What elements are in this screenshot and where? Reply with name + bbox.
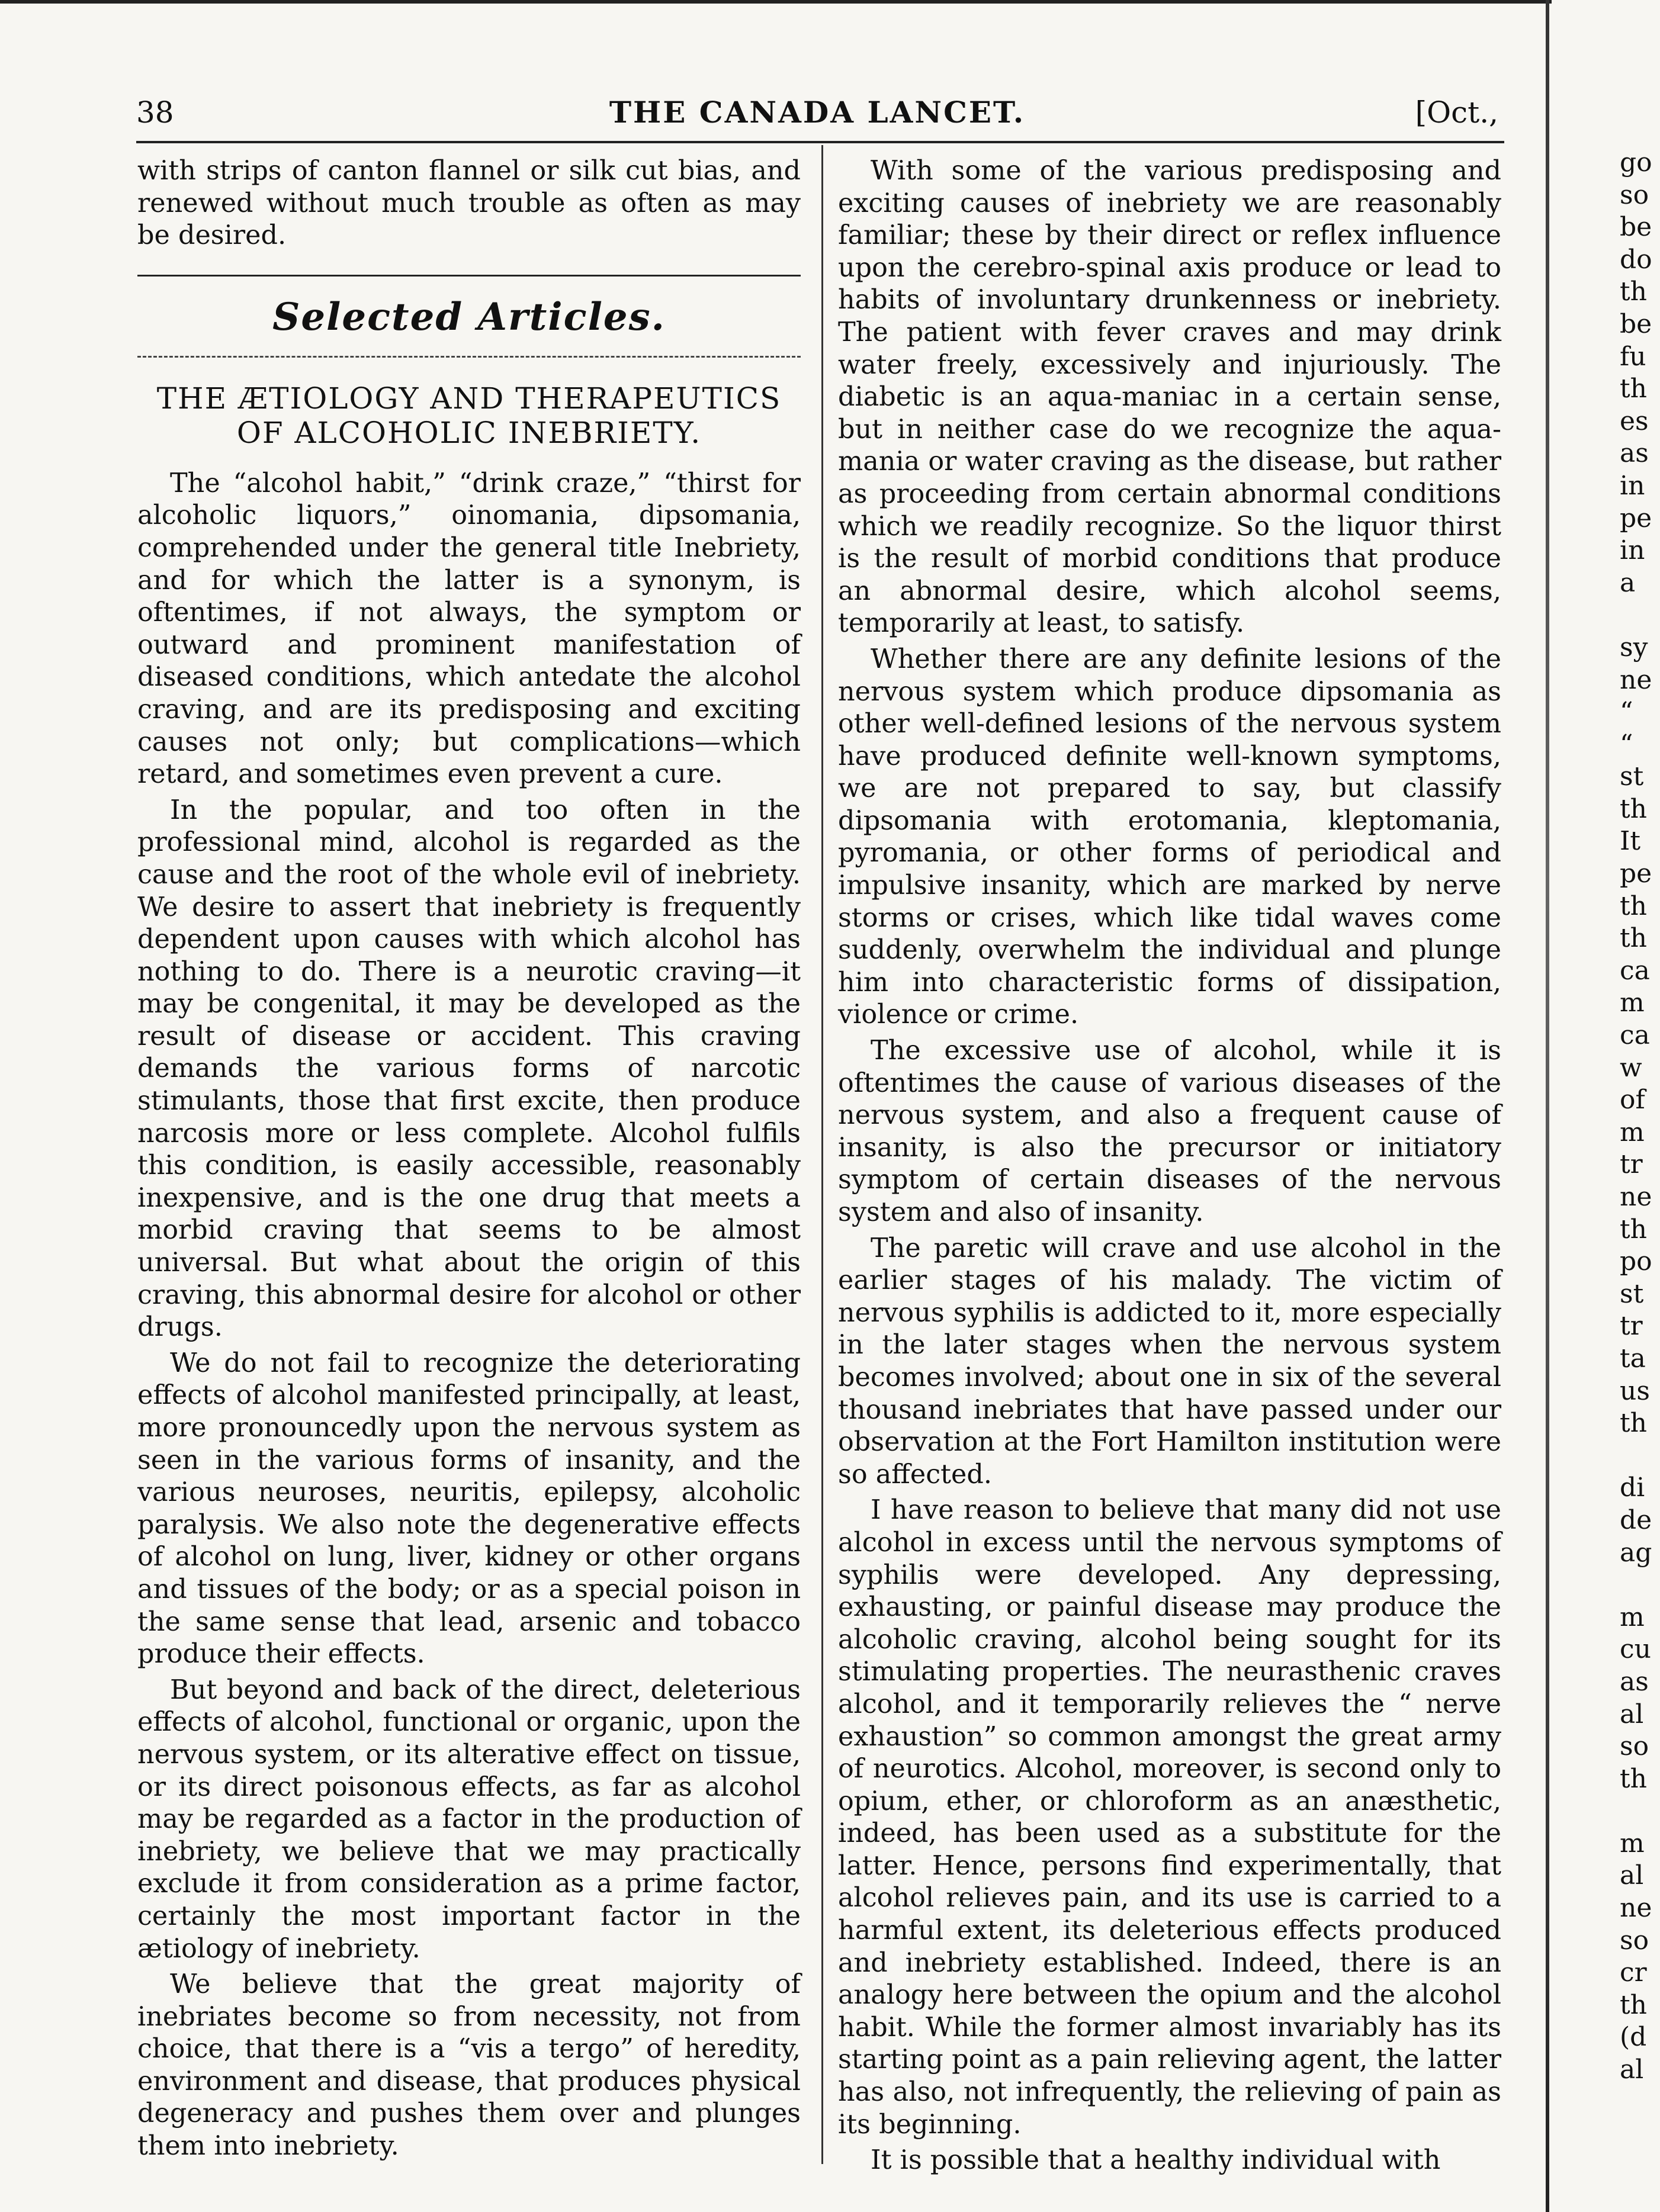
margin-fragment-line: as: [1620, 438, 1649, 469]
paragraph: The paretic will crave and use alcohol in the earlier stages of his malady. The victim of nervous syphilis is addicted to it, more especially in the later stages when the nervous system becomes involved; about one in six of the several thousand inebriates that have passed under our observation at the Fort Hamilton institution were so affected.: [838, 1233, 1501, 1490]
margin-fragment-line: us: [1620, 1375, 1650, 1406]
margin-fragment-line: in: [1620, 535, 1645, 566]
margin-fragment-line: pe: [1620, 503, 1652, 533]
margin-fragment-line: as: [1620, 1666, 1649, 1697]
paragraph: I have reason to believe that many did not use alcohol in excess until the nervous symptoms of syphilis were developed. Any depressing, exhausting, or painful disease may produce the alcoholic craving, alcohol being sought for its stimulating properties. The neurasthenic craves alcohol, and it temporarily relieves the “ nerve exhaustion” so common amongst the great army of neurotics. Alcohol, moreover, is second only to opium, ether, or chloroform as an anæsthetic, indeed, has been used as a substitute for the latter. Hence, persons find experimentally, that alcohol relieves pain, and its use is carried to a harmful extent, its deleterious effects produced and inebriety established. Indeed, there is an analogy here between the opium and the alcohol habit. While the former almost invariably has its starting point as a pain relieving agent, the latter has also, not infrequently, the relieving of pain as its beginning.: [838, 1495, 1501, 2140]
column-divider: [821, 145, 823, 2164]
margin-fragment-line: tr: [1620, 1149, 1643, 1180]
intro-paragraph: with strips of canton flannel or silk cut bias, and renewed without much trouble as often as may be desired.: [137, 156, 801, 251]
journal-title: THE CANADA LANCET.: [609, 95, 1026, 130]
margin-fragment-line: m: [1620, 988, 1645, 1018]
running-header: [136, 92, 1498, 133]
paragraph: In the popular, and too often in the professional mind, alcohol is regarded as the cause and the root of the whole evil of inebriety. We desire to assert that inebriety is frequently dependent upon causes with which alcohol has nothing to do. There is a neurotic craving—it may be congenital, it may be developed as the result of disease or accident. This craving demands the various forms of narcotic stimulants, those that first excite, then produce narcosis more or less complete. Alcohol fulfils this condition, is easily accessible, reasonably inexpensive, and is the one drug that meets a morbid craving that seems to be almost universal. But what about the origin of this craving, this abnormal desire for alcohol or other drugs.: [137, 795, 801, 1343]
margin-fragment-line: sy: [1620, 632, 1648, 663]
margin-fragment-line: a: [1620, 567, 1636, 598]
paragraph: Whether there are any definite lesions of the nervous system which produce dipsomania as other well-defined lesions of the nervous system have produced definite well-known symptoms, we are not prepared to say, but classify dipsomania with erotomania, kleptomania, pyromania, or other forms of periodical and impulsive insanity, which are marked by nerve storms or crises, which like tidal waves come suddenly, overwhelm the individual and plunge him into characteristic forms of dissipation, violence or crime.: [838, 644, 1501, 1030]
left-column: [137, 155, 801, 2166]
article-title: THE ÆTIOLOGY AND THERAPEUTICS OF ALCOHOLIC INEBRIETY.: [156, 381, 782, 450]
margin-fragment-line: ne: [1620, 1182, 1652, 1212]
margin-fragment-line: th: [1620, 793, 1648, 824]
margin-fragment-line: be: [1620, 308, 1652, 339]
margin-fragment-line: [1620, 1440, 1660, 1472]
issue-month: [Oct.,: [1415, 95, 1498, 130]
margin-fragment-line: es: [1620, 406, 1649, 436]
margin-fragment-line: cr: [1620, 1957, 1647, 1988]
margin-fragment-line: ca: [1620, 955, 1650, 986]
margin-fragment-line: of: [1620, 1085, 1645, 1115]
margin-fragment-line: st: [1620, 1278, 1644, 1309]
header-rule: [136, 141, 1504, 143]
margin-fragment-line: th: [1620, 890, 1648, 921]
margin-fragment-line: go: [1620, 147, 1652, 178]
margin-fragment-line: th: [1620, 374, 1648, 404]
margin-fragment-line: al: [1620, 1699, 1644, 1729]
margin-fragment-line: so: [1620, 1925, 1649, 1956]
section-heading: Selected Articles.: [272, 294, 666, 339]
margin-fragment-line: ne: [1620, 1893, 1652, 1924]
margin-fragment-line: cu: [1620, 1634, 1651, 1665]
margin-fragment-line: ag: [1620, 1537, 1652, 1568]
margin-fragment-line: th: [1620, 1408, 1648, 1439]
paragraph: The excessive use of alcohol, while it is oftentimes the cause of various diseases of the nervous system, and also a frequent cause of insanity, is also the precursor or initiatory symptom of certain diseases of the nervous system and also of insanity.: [838, 1036, 1501, 1227]
margin-fragment-line: al: [1620, 2055, 1644, 2085]
margin-fragment-line: “: [1620, 729, 1633, 760]
margin-fragment-line: in: [1620, 470, 1645, 501]
paragraph: The “alcohol habit,” “drink craze,” “thirst for alcoholic liquors,” oinomania, dipsomania, comprehended under the general title Inebriety, and for which the latter is a synonym, is oftentimes, if not always, the symptom or outward and prominent manifestation of diseased conditions, which antedate the alcohol craving, and are its predisposing and exciting causes not only; but complications—which retard, and sometimes even prevent a cure.: [137, 468, 801, 790]
margin-fragment-line: po: [1620, 1246, 1652, 1277]
paragraph: We do not fail to recognize the deteriorating effects of alcohol manifested principally, at least, more pronouncedly upon the nervous system as seen in the various forms of insanity, and the various neuroses, neuritis, epilepsy, alcoholic paralysis. We also note the degenerative effects of alcohol on lung, liver, kidney or other organs and tissues of the body; or as a special poison in the same sense that lead, arsenic and tobacco produce their effects.: [137, 1348, 801, 1670]
margin-fragment-line: be: [1620, 212, 1652, 243]
margin-fragment-line: [1620, 1795, 1660, 1828]
margin-fragment-line: th: [1620, 1214, 1648, 1245]
margin-fragment-line: “: [1620, 697, 1633, 728]
margin-fragment-line: do: [1620, 244, 1652, 275]
margin-fragment-line: m: [1620, 1828, 1645, 1859]
next-page-margin-fragments: [1620, 147, 1660, 2086]
margin-fragment-line: (d: [1620, 2022, 1647, 2053]
margin-fragment-line: ne: [1620, 664, 1652, 695]
margin-fragment-line: m: [1620, 1602, 1645, 1632]
section-rule-top: [137, 275, 801, 276]
margin-fragment-line: w: [1620, 1052, 1642, 1083]
margin-fragment-line: di: [1620, 1472, 1645, 1503]
margin-fragment-line: th: [1620, 276, 1648, 307]
margin-fragment-line: It: [1620, 826, 1641, 857]
margin-fragment-line: de: [1620, 1504, 1652, 1535]
paragraph: With some of the various predisposing and exciting causes of inebriety we are reasonably familiar; these by their direct or reflex influence upon the cerebro-spinal axis produce or lead to habits of involuntary drunkenness or inebriety. The patient with fever craves and may drink water freely, excessively and injuriously. The diabetic is an aqua-maniac in a certain sense, but in neither case do we recognize the aqua-mania or water craving as the disease, but rather as proceeding from certain abnormal conditions which we readily recognize. So the liquor thirst is the result of morbid conditions that produce an abnormal desire, which alcohol seems, temporarily at least, to satisfy.: [838, 156, 1501, 639]
margin-fragment-line: fu: [1620, 341, 1646, 372]
page-binding-edge: [1546, 0, 1549, 2212]
paragraph: But beyond and back of the direct, deleterious effects of alcohol, functional or organic, upon the nervous system, or its alterative effect on tissue, or its direct poisonous effects, as far as alcohol may be regarded as a factor in the production of inebriety, we believe that we may practically exclude it from consideration as a prime factor, certainly the most important factor in the ætiology of inebriety.: [137, 1674, 801, 1964]
margin-fragment-line: m: [1620, 1117, 1645, 1147]
margin-fragment-line: pe: [1620, 859, 1652, 889]
top-edge-rule: [0, 0, 1552, 4]
margin-fragment-line: ta: [1620, 1343, 1646, 1374]
margin-fragment-line: th: [1620, 923, 1648, 954]
right-column: [838, 155, 1501, 2181]
margin-fragment-line: [1620, 599, 1660, 632]
page-number: 38: [136, 95, 174, 130]
margin-fragment-line: tr: [1620, 1311, 1643, 1342]
margin-fragment-line: al: [1620, 1860, 1644, 1891]
margin-fragment-line: so: [1620, 1731, 1649, 1762]
margin-fragment-line: th: [1620, 1763, 1648, 1794]
margin-fragment-line: th: [1620, 1989, 1648, 2020]
section-rule-bottom: [137, 356, 801, 358]
margin-fragment-line: ca: [1620, 1020, 1650, 1051]
margin-fragment-line: so: [1620, 179, 1649, 210]
paragraph: It is possible that a healthy individual with: [871, 2145, 1441, 2176]
paragraph: We believe that the great majority of inebriates become so from necessity, not from choice, that there is a “vis a tergo” of heredity, environment and disease, that produces physical degeneracy and pushes them over and plunges them into inebriety.: [137, 1969, 801, 2162]
margin-fragment-line: [1620, 1569, 1660, 1602]
margin-fragment-line: st: [1620, 761, 1644, 792]
